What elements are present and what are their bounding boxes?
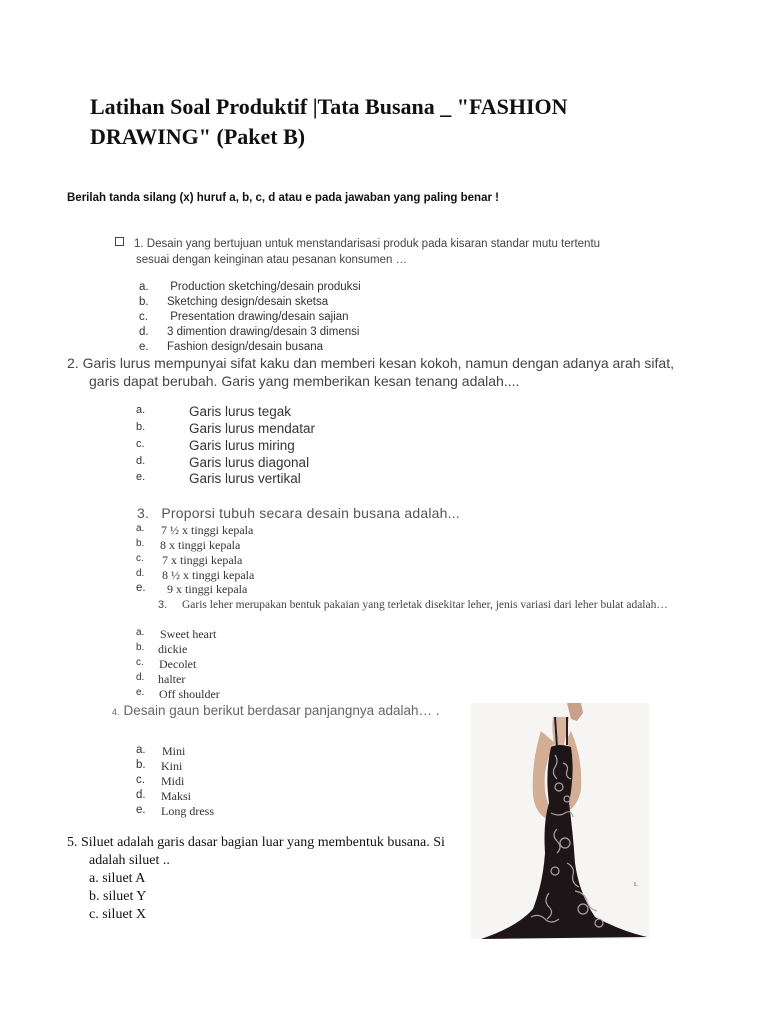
question-1-options: [139, 280, 361, 355]
option: b. Sketching design/desain sketsa: [139, 296, 329, 308]
question-1: [115, 236, 678, 268]
question-2: [67, 354, 674, 390]
option: a. siluet A: [89, 871, 146, 886]
question-3b-number: 3.: [158, 599, 168, 611]
question-1-text: 1. Desain yang bertujuan untuk menstandarisasi produk pada kisaran standar mutu tertentu: [134, 238, 601, 250]
question-3: [137, 505, 460, 521]
question-5: [67, 834, 445, 924]
question-3b-text: Garis leher merupakan bentuk pakaian yang terletak disekitar leher, jenis variasi dari leher bulat adalah…: [182, 599, 668, 611]
question-2-text: 2. Garis lurus mempunyai sifat kaku dan memberi kesan kokoh, namun dengan adanya arah sifat,: [67, 355, 674, 371]
question-4-text: Desain gaun berikut berdasar panjangnya adalah… .: [123, 703, 440, 718]
title-line-1: Latihan Soal Produktif |Tata Busana _ "FASHION: [90, 94, 568, 119]
question-1-text-cont: sesuai dengan keinginan atau pesanan konsumen …: [136, 254, 408, 266]
title-line-2: DRAWING" (Paket B): [90, 124, 306, 149]
option: e. Fashion design/desain busana: [139, 341, 324, 353]
option: c. Presentation drawing/desain sajian: [139, 311, 349, 323]
option: c. siluet X: [89, 907, 147, 922]
question-4-number: 4.: [112, 707, 120, 717]
question-5-text: 5. Siluet adalah garis dasar bagian luar yang membentuk busana. Si: [67, 835, 445, 850]
question-5-text-cont: adalah siluet ..: [89, 853, 170, 868]
question-3-text: Proporsi tubuh secara desain busana adalah...: [161, 505, 460, 521]
checkbox-icon: [115, 237, 124, 246]
image-caption: L: [634, 882, 638, 888]
question-2-text-cont: garis dapat berubah. Garis yang memberikan kesan tenang adalah....: [89, 373, 520, 389]
option: b. siluet Y: [89, 889, 147, 904]
question-3-number: 3.: [137, 505, 150, 521]
dress-illustration: [471, 703, 649, 939]
page-title: [90, 92, 568, 152]
option: d. 3 dimention drawing/desain 3 dimensi: [139, 326, 360, 338]
question-3b: [160, 598, 680, 612]
option: a. Production sketching/desain produksi: [139, 281, 361, 293]
question-4: [112, 703, 439, 718]
instruction: Berilah tanda silang (x) huruf a, b, c, d atau e pada jawaban yang paling benar !: [67, 192, 499, 204]
dress-image: [471, 703, 649, 939]
